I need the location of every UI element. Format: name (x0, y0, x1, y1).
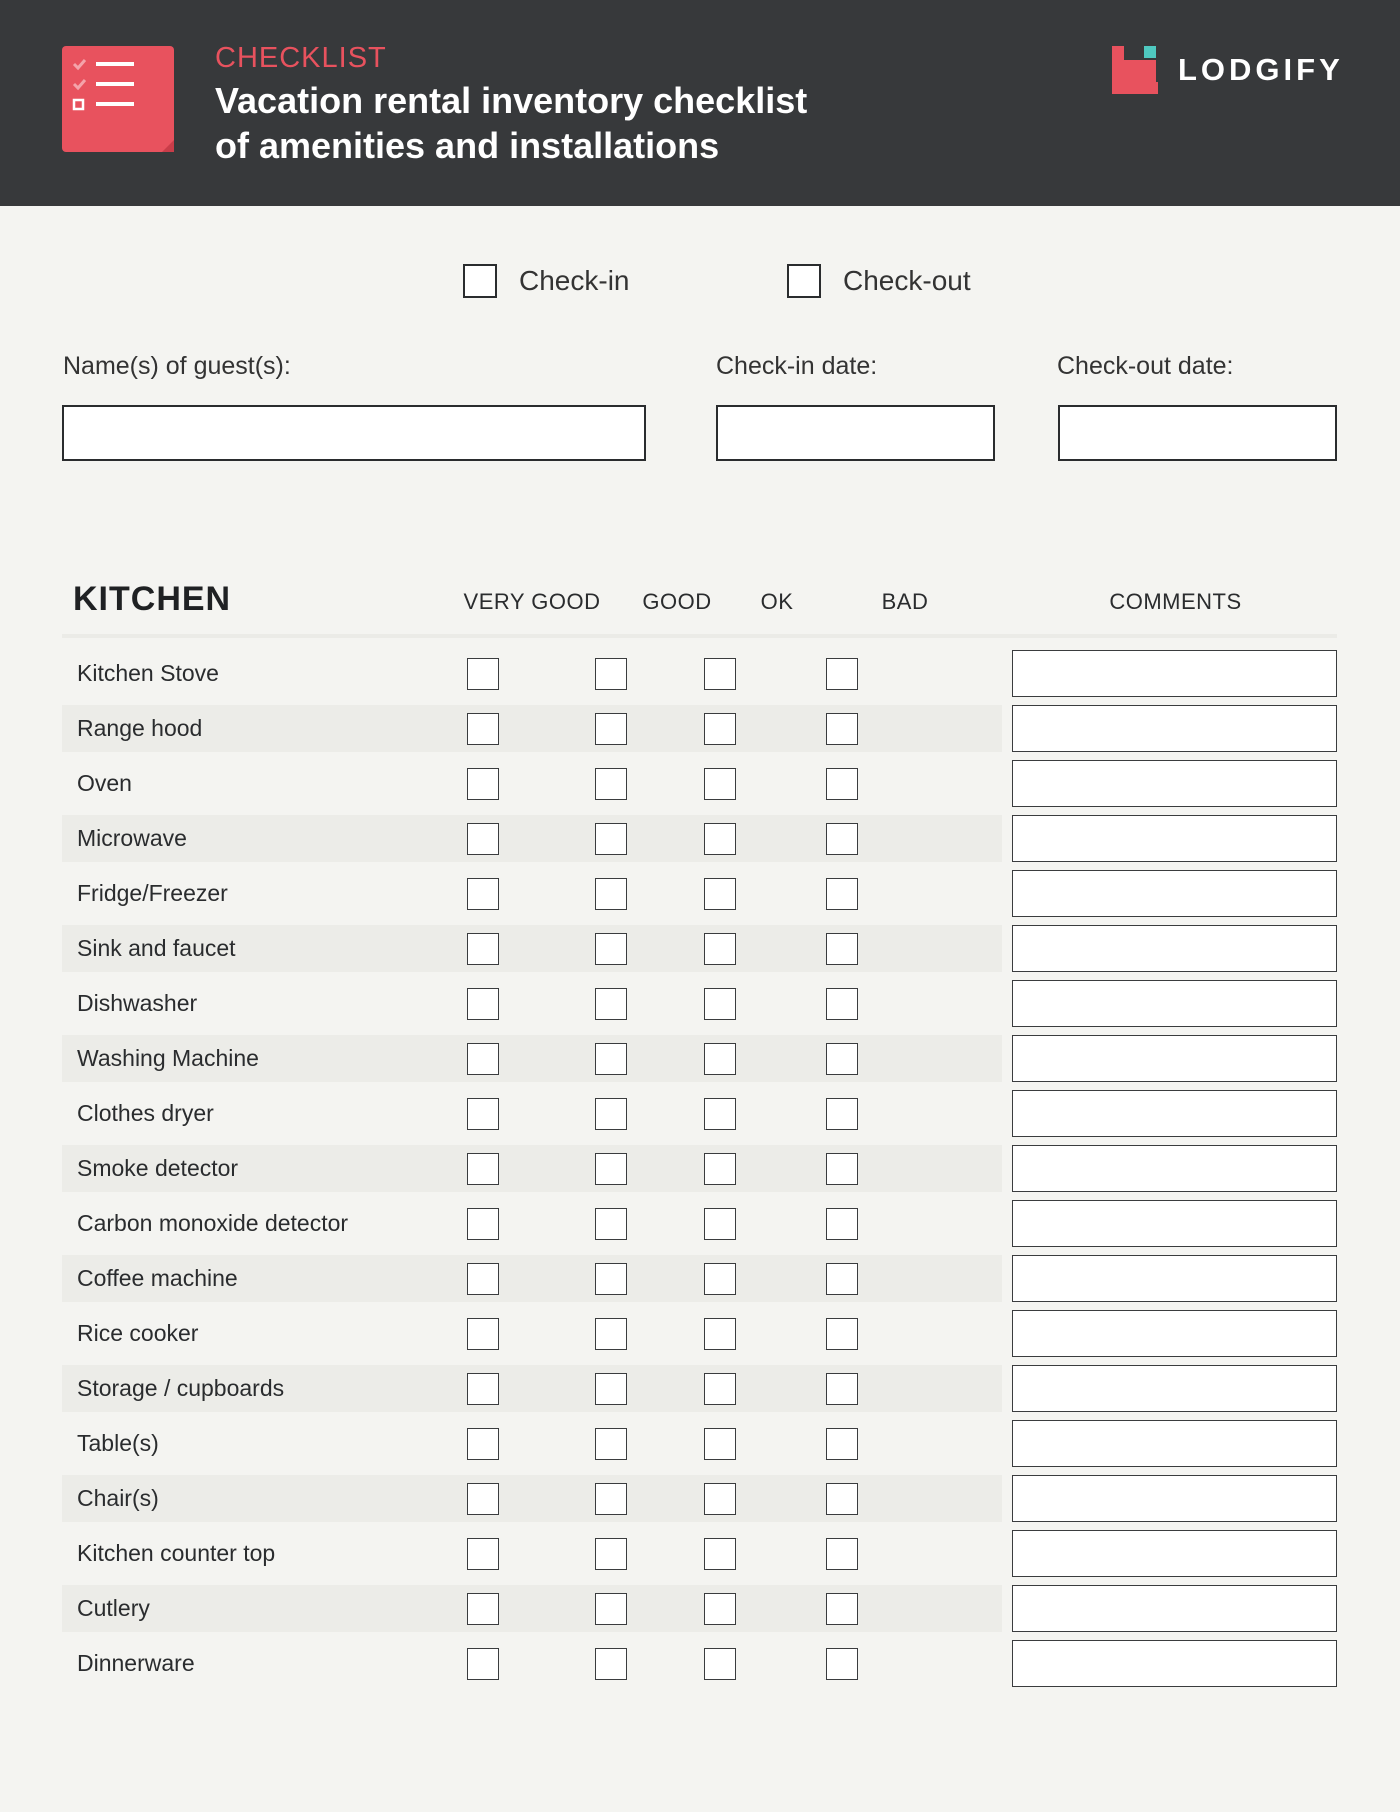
comment-field[interactable] (1012, 1365, 1337, 1412)
table-row (62, 756, 1337, 811)
row-band (62, 815, 1002, 862)
rating-checkbox-bad[interactable] (826, 1428, 858, 1460)
row-band (62, 1585, 1002, 1632)
table-row (62, 1416, 1337, 1471)
rating-checkbox-ok[interactable] (704, 1153, 736, 1185)
header-kicker: CHECKLIST (215, 42, 387, 74)
rating-checkbox-very-good[interactable] (467, 823, 499, 855)
column-header-very-good: VERY GOOD (463, 589, 601, 614)
table-row (62, 1251, 1337, 1306)
row-label: Washing Machine (77, 1045, 259, 1071)
rating-checkbox-very-good[interactable] (467, 713, 499, 745)
rating-checkbox-ok[interactable] (704, 1483, 736, 1515)
section-title: KITCHEN (73, 580, 232, 618)
rating-checkbox-ok[interactable] (704, 1648, 736, 1680)
table-row (62, 921, 1337, 976)
table-row (62, 646, 1337, 701)
comment-field[interactable] (1012, 1035, 1337, 1082)
rating-checkbox-ok[interactable] (704, 1373, 736, 1405)
rating-checkbox-ok[interactable] (704, 1263, 736, 1295)
row-label: Carbon monoxide detector (77, 1210, 349, 1236)
checkin-label: Check-in (519, 265, 630, 296)
rating-checkbox-good[interactable] (595, 1043, 627, 1075)
rating-checkbox-good[interactable] (595, 1428, 627, 1460)
header-bar (0, 0, 1400, 206)
comment-field[interactable] (1012, 1145, 1337, 1192)
table-row (62, 1471, 1337, 1526)
rating-checkbox-ok[interactable] (704, 1318, 736, 1350)
rating-checkbox-bad[interactable] (826, 933, 858, 965)
table-row (62, 976, 1337, 1031)
rating-checkbox-good[interactable] (595, 988, 627, 1020)
rating-checkbox-bad[interactable] (826, 1153, 858, 1185)
rating-checkbox-bad[interactable] (826, 1208, 858, 1240)
rating-checkbox-bad[interactable] (826, 1373, 858, 1405)
row-label: Cutlery (77, 1595, 150, 1621)
comment-field[interactable] (1012, 870, 1337, 917)
rating-checkbox-bad[interactable] (826, 1098, 858, 1130)
comment-field[interactable] (1012, 760, 1337, 807)
row-label: Smoke detector (77, 1155, 239, 1181)
rating-checkbox-good[interactable] (595, 1538, 627, 1570)
rating-checkbox-good[interactable] (595, 1153, 627, 1185)
comment-field[interactable] (1012, 1310, 1337, 1357)
table-row (62, 1581, 1337, 1636)
comment-field[interactable] (1012, 1475, 1337, 1522)
rating-checkbox-bad[interactable] (826, 768, 858, 800)
page-title-line1: Vacation rental inventory checklist (215, 80, 808, 121)
checkin-date-field[interactable] (716, 405, 995, 461)
checkin-option[interactable] (463, 264, 629, 298)
table-row (62, 1636, 1337, 1691)
rating-checkbox-very-good[interactable] (467, 1648, 499, 1680)
comment-field[interactable] (1012, 1530, 1337, 1577)
table-row (62, 1361, 1337, 1416)
rating-checkbox-good[interactable] (595, 713, 627, 745)
rating-checkbox-very-good[interactable] (467, 933, 499, 965)
brand-logo (1112, 46, 1344, 94)
checkout-date-label: Check-out date: (1057, 352, 1234, 380)
rating-checkbox-ok[interactable] (704, 933, 736, 965)
checklist-rows (62, 646, 1337, 1691)
rating-checkbox-very-good[interactable] (467, 1483, 499, 1515)
rating-checkbox-ok[interactable] (704, 878, 736, 910)
comment-field[interactable] (1012, 1200, 1337, 1247)
rating-checkbox-ok[interactable] (704, 1593, 736, 1625)
rating-checkbox-good[interactable] (595, 933, 627, 965)
rating-checkbox-very-good[interactable] (467, 1318, 499, 1350)
rating-checkbox-very-good[interactable] (467, 988, 499, 1020)
row-label: Microwave (77, 825, 187, 851)
rating-checkbox-very-good[interactable] (467, 1373, 499, 1405)
table-row (62, 1306, 1337, 1361)
rating-checkbox-ok[interactable] (704, 823, 736, 855)
row-label: Dinnerware (77, 1650, 195, 1676)
page-title (215, 78, 915, 168)
comment-field[interactable] (1012, 705, 1337, 752)
checkout-label: Check-out (843, 265, 971, 296)
column-header-comments: COMMENTS (1109, 589, 1242, 614)
row-label: Dishwasher (77, 990, 198, 1016)
rating-checkbox-ok[interactable] (704, 1098, 736, 1130)
rating-checkbox-very-good[interactable] (467, 1428, 499, 1460)
row-label: Chair(s) (77, 1485, 159, 1511)
rating-checkbox-good[interactable] (595, 823, 627, 855)
rating-checkbox-bad[interactable] (826, 878, 858, 910)
rating-checkbox-good[interactable] (595, 1483, 627, 1515)
rating-checkbox-bad[interactable] (826, 1318, 858, 1350)
checkout-option[interactable] (787, 264, 971, 298)
row-label: Fridge/Freezer (77, 880, 228, 906)
column-header-ok: OK (760, 589, 794, 614)
row-label: Kitchen counter top (77, 1540, 276, 1566)
table-row (62, 866, 1337, 921)
rating-checkbox-ok[interactable] (704, 1043, 736, 1075)
rating-checkbox-ok[interactable] (704, 1428, 736, 1460)
rating-checkbox-good[interactable] (595, 1208, 627, 1240)
comment-field[interactable] (1012, 815, 1337, 862)
rating-checkbox-good[interactable] (595, 878, 627, 910)
rating-checkbox-bad[interactable] (826, 823, 858, 855)
rating-checkbox-good[interactable] (595, 1318, 627, 1350)
table-row (62, 811, 1337, 866)
rating-checkbox-very-good[interactable] (467, 1208, 499, 1240)
comment-field[interactable] (1012, 925, 1337, 972)
rating-checkbox-bad[interactable] (826, 1483, 858, 1515)
table-row (62, 1526, 1337, 1581)
rating-checkbox-very-good[interactable] (467, 768, 499, 800)
rating-checkbox-good[interactable] (595, 768, 627, 800)
table-row (62, 701, 1337, 756)
guests-label: Name(s) of guest(s): (63, 352, 291, 380)
page-title-line2: of amenities and installations (215, 125, 720, 166)
checkout-checkbox[interactable] (787, 264, 821, 298)
checklist-document-icon (62, 46, 174, 152)
rating-checkbox-very-good[interactable] (467, 1538, 499, 1570)
rating-checkbox-bad[interactable] (826, 658, 858, 690)
rating-checkbox-very-good[interactable] (467, 1098, 499, 1130)
lodgify-logo-icon (1112, 46, 1158, 94)
column-header-good: GOOD (642, 589, 712, 614)
rating-checkbox-very-good[interactable] (467, 1593, 499, 1625)
rating-checkbox-very-good[interactable] (467, 1043, 499, 1075)
row-label: Table(s) (77, 1430, 159, 1456)
rating-checkbox-bad[interactable] (826, 988, 858, 1020)
checkin-date-label: Check-in date: (716, 352, 878, 380)
rating-checkbox-bad[interactable] (826, 1263, 858, 1295)
comment-field[interactable] (1012, 1585, 1337, 1632)
comment-field[interactable] (1012, 1640, 1337, 1687)
row-label: Storage / cupboards (77, 1375, 285, 1401)
rating-checkbox-ok[interactable] (704, 1538, 736, 1570)
row-label: Rice cooker (77, 1320, 199, 1346)
rating-checkbox-bad[interactable] (826, 1538, 858, 1570)
rating-checkbox-very-good[interactable] (467, 1153, 499, 1185)
rating-checkbox-ok[interactable] (704, 768, 736, 800)
table-row (62, 1086, 1337, 1141)
rating-checkbox-bad[interactable] (826, 1648, 858, 1680)
comment-field[interactable] (1012, 980, 1337, 1027)
rating-checkbox-bad[interactable] (826, 1043, 858, 1075)
column-header-bad: BAD (881, 589, 929, 614)
checkout-date-field[interactable] (1058, 405, 1337, 461)
rating-checkbox-very-good[interactable] (467, 1263, 499, 1295)
table-row (62, 1196, 1337, 1251)
row-label: Kitchen Stove (77, 660, 219, 686)
comment-field[interactable] (1012, 1090, 1337, 1137)
row-label: Coffee machine (77, 1265, 238, 1291)
rating-checkbox-ok[interactable] (704, 988, 736, 1020)
header-divider (62, 634, 1337, 638)
comment-field[interactable] (1012, 1255, 1337, 1302)
row-label: Range hood (77, 715, 203, 741)
row-label: Sink and faucet (77, 935, 236, 961)
checkin-checkbox[interactable] (463, 264, 497, 298)
rating-checkbox-good[interactable] (595, 658, 627, 690)
rating-checkbox-ok[interactable] (704, 658, 736, 690)
rating-checkbox-good[interactable] (595, 1593, 627, 1625)
row-label: Oven (77, 770, 132, 796)
comment-field[interactable] (1012, 1420, 1337, 1467)
rating-checkbox-ok[interactable] (704, 1208, 736, 1240)
rating-checkbox-ok[interactable] (704, 713, 736, 745)
row-band (62, 705, 1002, 752)
comment-field[interactable] (1012, 650, 1337, 697)
row-label: Clothes dryer (77, 1100, 214, 1126)
guests-field[interactable] (62, 405, 646, 461)
rating-checkbox-bad[interactable] (826, 1593, 858, 1625)
logo-text: LODGIFY (1178, 52, 1344, 87)
table-row (62, 1141, 1337, 1196)
rating-checkbox-good[interactable] (595, 1648, 627, 1680)
rating-checkbox-good[interactable] (595, 1098, 627, 1130)
rating-checkbox-very-good[interactable] (467, 658, 499, 690)
row-band (62, 1475, 1002, 1522)
table-row (62, 1031, 1337, 1086)
rating-checkbox-good[interactable] (595, 1373, 627, 1405)
rating-checkbox-good[interactable] (595, 1263, 627, 1295)
rating-checkbox-very-good[interactable] (467, 878, 499, 910)
rating-checkbox-bad[interactable] (826, 713, 858, 745)
